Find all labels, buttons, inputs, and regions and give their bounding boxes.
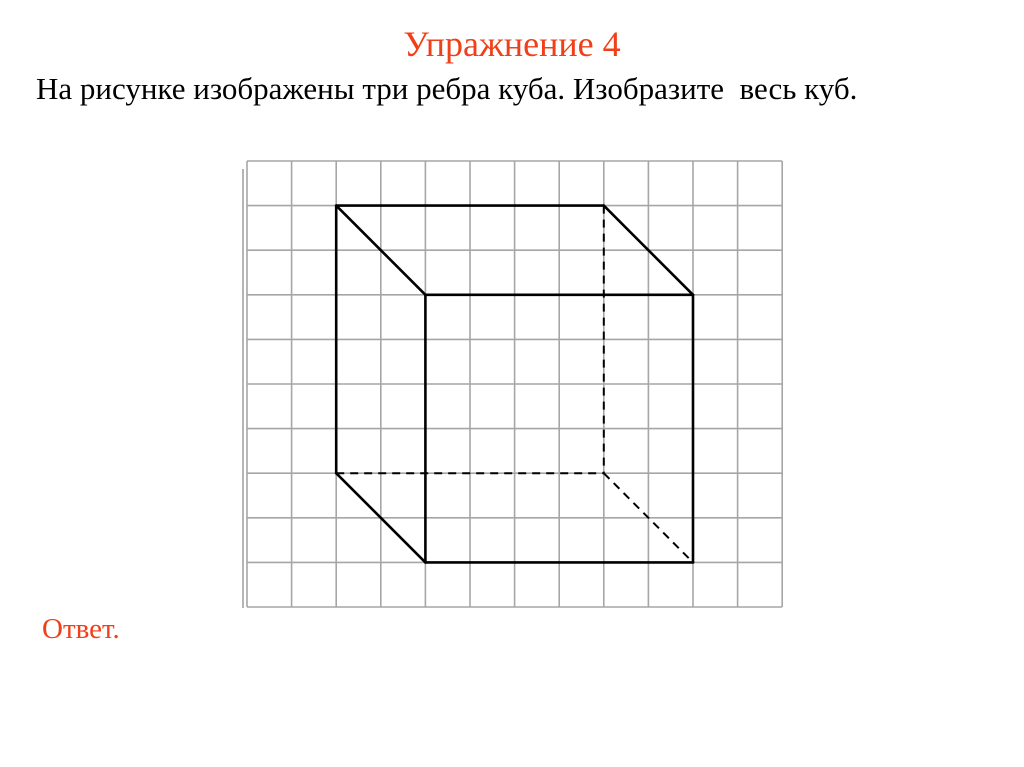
answer-label: Ответ. [42, 613, 120, 645]
cube-grid-figure [238, 156, 788, 608]
task-text: На рисунке изображены три ребра куба. Изобразите весь куб. [36, 71, 858, 106]
exercise-title: Упражнение 4 [403, 24, 621, 64]
grid [243, 161, 782, 608]
